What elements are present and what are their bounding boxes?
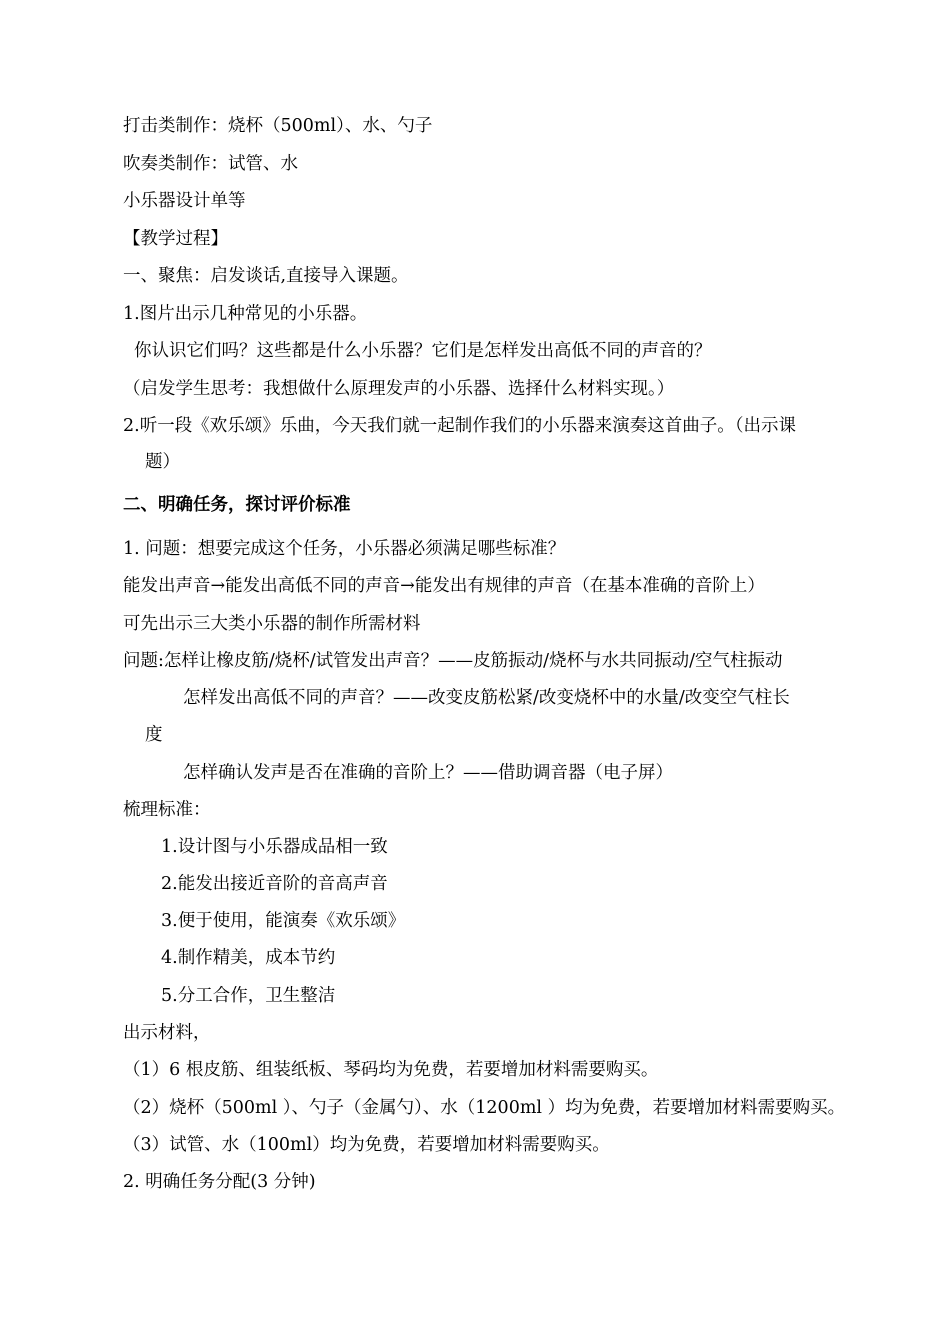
materials-item-2: （2）烧杯（500ml ）、勺子（金属勺）、水（1200ml ）均为免费，若要增加材料需要购买。 — [123, 1098, 846, 1118]
step-one-item-2: 2.听一段《欢乐颂》乐曲，今天我们就一起制作我们的小乐器来演奏这首曲子。（出示课 — [123, 416, 796, 436]
materials-item-1: （1）6 根皮筋、组装纸板、琴码均为免费，若要增加材料需要购买。 — [123, 1060, 659, 1080]
materials-design-sheet: 小乐器设计单等 — [123, 191, 246, 211]
criterion-2: 2.能发出接近音阶的音高声音 — [161, 874, 388, 894]
criterion-1: 1.设计图与小乐器成品相一致 — [161, 837, 388, 857]
criteria-heading: 梳理标准： — [123, 800, 211, 820]
step-one-item-2-continued: 题） — [145, 452, 180, 472]
criterion-3: 3.便于使用，能演奏《欢乐颂》 — [161, 911, 406, 931]
question-pitch-continued: 度 — [145, 725, 163, 745]
criterion-4: 4.制作精美，成本节约 — [161, 948, 336, 968]
step-one-question: 你认识它们吗？这些都是什么小乐器？它们是怎样发出高低不同的声音的？ — [134, 341, 712, 361]
sound-progression: 能发出声音→能发出高低不同的声音→能发出有规律的声音（在基本准确的音阶上） — [123, 576, 765, 596]
criterion-5: 5.分工合作，卫生整洁 — [161, 986, 336, 1006]
materials-item-3: （3）试管、水（100ml）均为免费，若要增加材料需要购买。 — [123, 1135, 610, 1155]
materials-percussion: 打击类制作：烧杯（500ml）、水、勺子 — [123, 116, 433, 136]
step-two-heading: 二、明确任务，探讨评价标准 — [123, 495, 351, 515]
section-heading-teaching-process: 【教学过程】 — [123, 229, 228, 249]
question-scale: 怎样确认发声是否在准确的音阶上？——借助调音器（电子屏） — [183, 763, 673, 783]
show-materials-note: 可先出示三大类小乐器的制作所需材料 — [123, 614, 421, 634]
step-one-heading: 一、聚焦：启发谈话,直接导入课题。 — [123, 266, 409, 286]
show-materials-heading: 出示材料， — [123, 1023, 211, 1043]
step-one-item-1: 1.图片出示几种常见的小乐器。 — [123, 304, 368, 324]
step-two-question: 1. 问题：想要完成这个任务，小乐器必须满足哪些标准？ — [123, 539, 566, 559]
step-one-hint: （启发学生思考：我想做什么原理发声的小乐器、选择什么材料实现。） — [123, 379, 675, 399]
task-assignment: 2. 明确任务分配(3 分钟) — [123, 1172, 316, 1192]
question-make-sound: 问题:怎样让橡皮筋/烧杯/试管发出声音？——皮筋振动/烧杯与水共同振动/空气柱振动 — [123, 651, 783, 671]
question-pitch: 怎样发出高低不同的声音？——改变皮筋松紧/改变烧杯中的水量/改变空气柱长 — [183, 688, 790, 708]
materials-wind: 吹奏类制作：试管、水 — [123, 154, 298, 174]
